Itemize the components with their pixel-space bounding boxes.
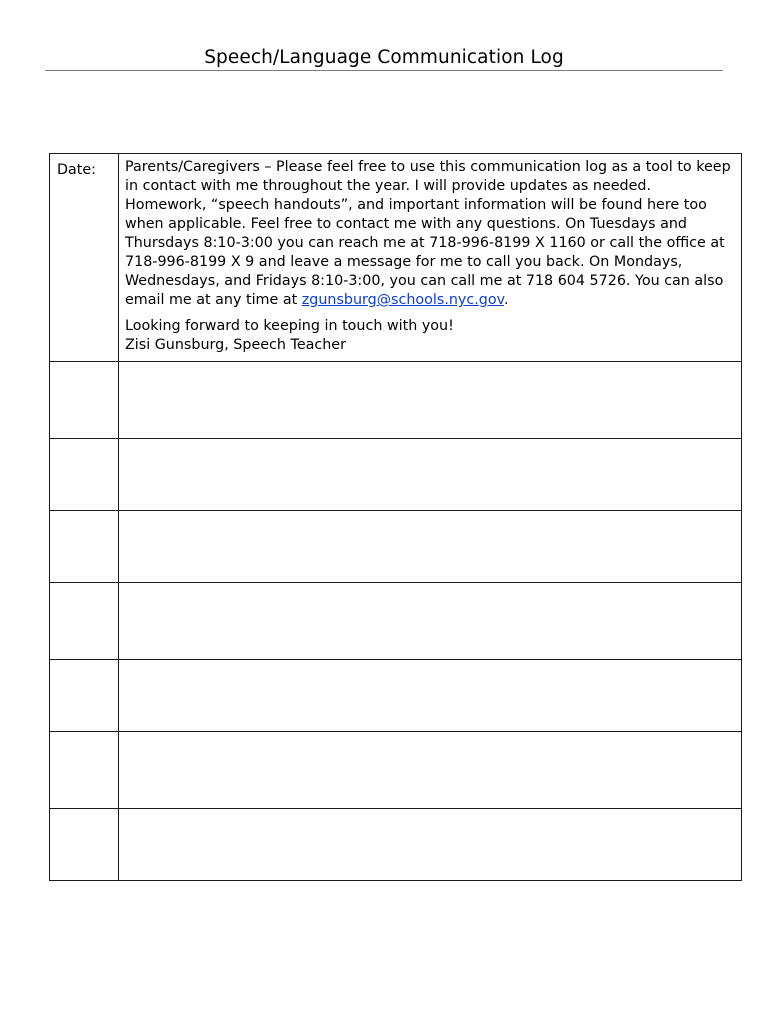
communication-log-table: [49, 153, 742, 881]
log-entry-row: [50, 362, 742, 439]
closing-paragraph: [125, 317, 735, 355]
date-label: Date:: [57, 162, 96, 178]
intro-body: Parents/Caregivers – Please feel free to use this communication log as a tool to keep in contact with me throughout the year. I will provide updates as needed. Homework, “speech handouts”, and important information will be found here too when applicable. Feel free to contact me with any questions. On Tuesdays and Thursdays 8:10-3:00 you can reach me at 718-996-8199 X 1160 or call the office at 718-996-8199 X 9 and leave a message for me to call you back. On Mondays, Wednesdays, and Fridays 8:10-3:00, you can call me at 718 604 5726. You can also email me at any time at: [125, 159, 731, 308]
email-suffix: .: [503, 292, 509, 308]
closing-line-1: Looking forward to keeping in touch with you!: [125, 318, 454, 334]
log-entry-row: [50, 511, 742, 583]
entry-cell[interactable]: [119, 362, 742, 439]
entry-cell[interactable]: [119, 439, 742, 511]
title-underline: [45, 70, 723, 71]
log-entry-row: [50, 660, 742, 732]
date-cell[interactable]: [50, 362, 119, 439]
page-title: Speech/Language Communication Log: [204, 47, 564, 68]
entry-cell[interactable]: [119, 809, 742, 881]
signature-line: Zisi Gunsburg, Speech Teacher: [125, 337, 346, 353]
date-cell[interactable]: [50, 511, 119, 583]
log-entry-row: [50, 439, 742, 511]
entry-cell[interactable]: [119, 732, 742, 809]
entry-cell[interactable]: [119, 583, 742, 660]
date-cell[interactable]: [50, 732, 119, 809]
entry-cell[interactable]: [119, 660, 742, 732]
date-cell[interactable]: [50, 809, 119, 881]
header-row: [50, 154, 742, 362]
date-cell[interactable]: [50, 583, 119, 660]
log-entry-row: [50, 809, 742, 881]
intro-paragraph: [125, 158, 735, 310]
intro-message-cell: [119, 154, 742, 362]
date-cell[interactable]: [50, 439, 119, 511]
date-header-cell: [50, 154, 119, 362]
date-cell[interactable]: [50, 660, 119, 732]
log-entry-row: [50, 583, 742, 660]
entry-cell[interactable]: [119, 511, 742, 583]
email-link[interactable]: zgunsburg@schools.nyc.gov: [301, 292, 504, 308]
log-entry-row: [50, 732, 742, 809]
